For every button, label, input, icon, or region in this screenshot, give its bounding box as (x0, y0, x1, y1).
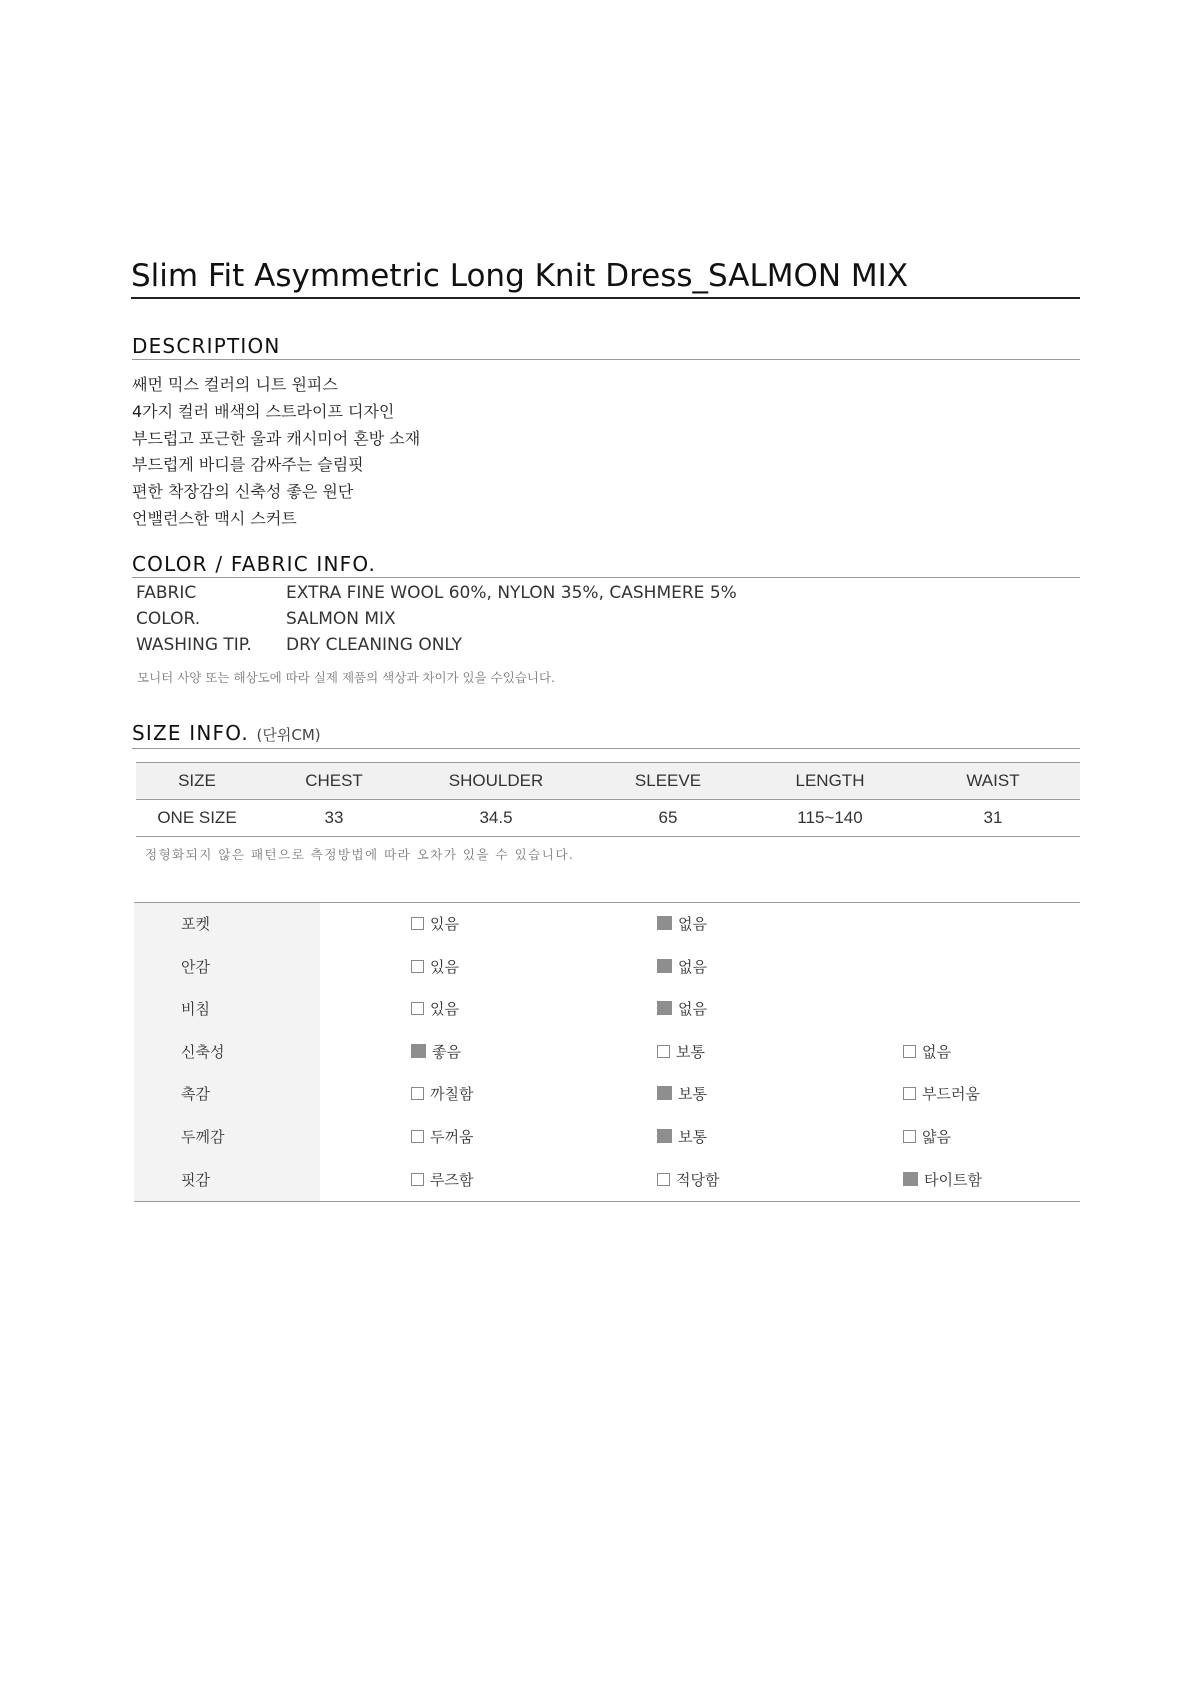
feature-option (903, 1116, 951, 1159)
color-row (136, 606, 396, 632)
feature-table (134, 902, 1080, 1202)
feature-option (411, 1116, 473, 1159)
feature-row (134, 1159, 1080, 1202)
unchecked-box-icon (903, 1045, 916, 1058)
size-table-row (136, 800, 1080, 837)
color-fabric-heading: COLOR / FABRIC INFO. (132, 552, 1080, 578)
feature-option-label: 보통 (676, 1042, 705, 1061)
feature-label: 안감 (134, 946, 320, 989)
size-disclaimer: 정형화되지 않은 패턴으로 측정방법에 따라 오차가 있을 수 있습니다. (145, 847, 575, 862)
feature-option (411, 1031, 461, 1074)
feature-option-label: 부드러움 (922, 1085, 980, 1104)
unchecked-box-icon (657, 1045, 670, 1058)
description-line: 편한 착장감의 신축성 좋은 원단 (132, 482, 354, 502)
size-cell: ONE SIZE (136, 800, 258, 837)
checked-box-icon (657, 959, 672, 973)
feature-option (411, 946, 459, 989)
size-info-heading (132, 721, 1080, 749)
feature-option (657, 1159, 719, 1202)
description-line: 4가지 컬러 배색의 스트라이프 디자인 (132, 401, 395, 421)
feature-option (657, 946, 707, 989)
feature-row (134, 1073, 1080, 1116)
color-disclaimer: 모니터 사양 또는 해상도에 따라 실제 제품의 색상과 차이가 있을 수있습니다. (137, 670, 556, 685)
feature-option-label: 있음 (430, 1000, 459, 1019)
feature-option (411, 1073, 473, 1116)
feature-option (657, 988, 707, 1031)
description-line: 쌔먼 믹스 컬러의 니트 원피스 (132, 375, 338, 394)
washing-label: WASHING TIP. (136, 635, 252, 655)
feature-option-label: 루즈함 (430, 1170, 474, 1189)
feature-label: 포켓 (134, 903, 320, 946)
size-table (136, 762, 1080, 837)
unchecked-box-icon (411, 960, 424, 973)
feature-option-label: 없음 (922, 1042, 951, 1061)
feature-option-label: 얇음 (922, 1127, 951, 1146)
size-cell: 65 (582, 800, 754, 837)
page-title: Slim Fit Asymmetric Long Knit Dress_SALMON MIX (131, 256, 1080, 299)
feature-label: 두께감 (134, 1116, 320, 1159)
unchecked-box-icon (903, 1130, 916, 1143)
checked-box-icon (657, 1001, 672, 1015)
feature-option-label: 두꺼움 (430, 1127, 474, 1146)
size-info-title: SIZE INFO. (132, 721, 249, 745)
size-cell: 34.5 (410, 800, 582, 837)
unchecked-box-icon (411, 1002, 424, 1015)
feature-row (134, 988, 1080, 1031)
feature-option-label: 보통 (678, 1127, 707, 1146)
unchecked-box-icon (411, 1130, 424, 1143)
feature-option-label: 까칠함 (430, 1085, 474, 1104)
description-line: 부드럽게 바디를 감싸주는 슬림핏 (132, 455, 364, 475)
feature-option (903, 1159, 982, 1202)
color-label: COLOR. (136, 609, 201, 629)
color-value: SALMON MIX (286, 609, 396, 629)
size-col-header: SIZE (136, 763, 258, 800)
checked-box-icon (657, 916, 672, 930)
checked-box-icon (657, 1086, 672, 1100)
feature-option-label: 타이트함 (924, 1170, 982, 1189)
feature-label: 핏감 (134, 1159, 320, 1202)
washing-value: DRY CLEANING ONLY (286, 635, 463, 655)
size-table-header (136, 763, 1080, 800)
feature-option-label: 있음 (430, 915, 459, 933)
feature-option (411, 903, 459, 946)
checked-box-icon (657, 1129, 672, 1143)
feature-row (134, 1116, 1080, 1159)
feature-row (134, 1031, 1080, 1074)
fabric-value: EXTRA FINE WOOL 60%, NYLON 35%, CASHMERE 5% (286, 583, 737, 603)
feature-option (657, 903, 707, 946)
feature-option-label: 좋음 (432, 1042, 461, 1061)
unchecked-box-icon (411, 917, 424, 930)
feature-option (657, 1116, 707, 1159)
unchecked-box-icon (411, 1087, 424, 1100)
unchecked-box-icon (903, 1087, 916, 1100)
description-heading: DESCRIPTION (132, 334, 1080, 360)
feature-option-label: 있음 (430, 957, 459, 976)
size-unit: (단위CM) (256, 726, 321, 744)
description-line: 언밸런스한 맥시 스커트 (132, 508, 297, 528)
size-cell: 31 (906, 800, 1080, 837)
feature-label: 신축성 (134, 1031, 320, 1074)
size-col-header: SHOULDER (410, 763, 582, 800)
feature-option-label: 보통 (678, 1085, 707, 1104)
feature-label: 비침 (134, 988, 320, 1031)
fabric-row (136, 580, 737, 606)
size-col-header: LENGTH (754, 763, 906, 800)
size-cell: 33 (258, 800, 410, 837)
feature-option-label: 없음 (678, 957, 707, 976)
feature-row (134, 903, 1080, 946)
description-line: 부드럽고 포근한 울과 캐시미어 혼방 소재 (132, 428, 421, 448)
description-list (132, 372, 420, 533)
feature-option (657, 1073, 707, 1116)
fabric-label: FABRIC (136, 583, 197, 603)
feature-option-label: 없음 (678, 915, 707, 933)
checked-box-icon (411, 1044, 426, 1058)
size-col-header: WAIST (906, 763, 1080, 800)
checked-box-icon (903, 1172, 918, 1186)
washing-row (136, 632, 462, 658)
feature-option (903, 1031, 951, 1074)
feature-label: 촉감 (134, 1073, 320, 1116)
feature-option (411, 988, 459, 1031)
feature-option (411, 1159, 473, 1202)
feature-option-label: 적당함 (676, 1170, 720, 1189)
unchecked-box-icon (411, 1173, 424, 1186)
size-col-header: SLEEVE (582, 763, 754, 800)
feature-option (657, 1031, 705, 1074)
feature-option-label: 없음 (678, 1000, 707, 1019)
feature-option (903, 1073, 980, 1116)
feature-row (134, 946, 1080, 989)
size-cell: 115~140 (754, 800, 906, 837)
size-col-header: CHEST (258, 763, 410, 800)
unchecked-box-icon (657, 1173, 670, 1186)
